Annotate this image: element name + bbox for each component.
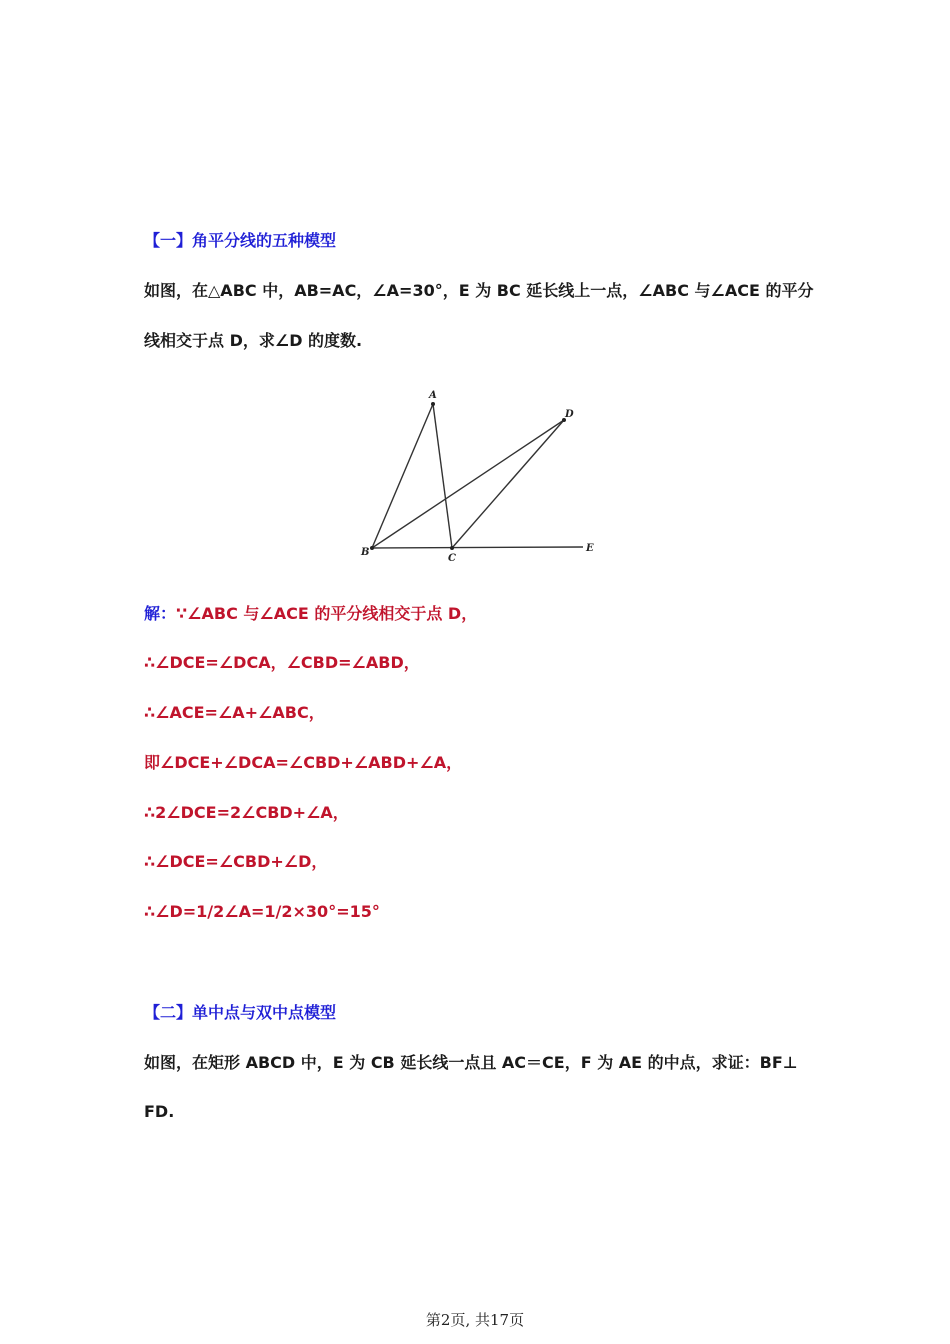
segment-be [372, 547, 583, 548]
point-c [450, 546, 454, 550]
label-d: D [565, 409, 574, 420]
point-a [431, 402, 435, 406]
solution-line-1 [144, 604, 477, 624]
point-b [370, 546, 374, 550]
solution-line-7: ∴∠D=1/2∠A=1/2×30°=15° [144, 902, 380, 921]
page-number-footer: 第2页, 共17页 [425, 1311, 525, 1329]
section1-problem-line-2: 线相交于点 D，求∠D 的度数. [144, 331, 363, 350]
section1-heading: 【一】角平分线的五种模型 [144, 231, 337, 250]
solution-line-4: 即∠DCE+∠DCA=∠CBD+∠ABD+∠A， [144, 753, 463, 772]
solution-label: 解： [144, 604, 177, 623]
label-c: C [448, 553, 456, 564]
solution-line-3: ∴∠ACE=∠A+∠ABC， [144, 703, 325, 722]
solution-first-line: ∵∠ABC 与∠ACE 的平分线相交于点 D， [176, 604, 478, 623]
segment-ab [372, 404, 433, 548]
segment-ac [433, 404, 452, 548]
section2-problem-line-1: 如图，在矩形 ABCD 中，E 为 CB 延长线一点且 AC＝CE，F 为 AE 的中点，求证：BF⊥ [144, 1053, 798, 1072]
label-b: B [361, 547, 370, 558]
section2-heading: 【二】单中点与双中点模型 [144, 1003, 337, 1022]
section1-problem-line-1: 如图，在△ABC 中，AB=AC，∠A=30°，E 为 BC 延长线上一点，∠ABC 与∠ACE 的平分 [144, 281, 814, 300]
section2-problem-line-2: FD. [144, 1102, 175, 1121]
label-a: A [429, 390, 437, 401]
solution-line-6: ∴∠DCE=∠CBD+∠D， [144, 852, 328, 871]
solution-line-2: ∴∠DCE=∠DCA，∠CBD=∠ABD， [144, 653, 420, 672]
solution-line-5: ∴2∠DCE=2∠CBD+∠A， [144, 803, 349, 822]
triangle-figure [355, 383, 605, 568]
label-e: E [586, 543, 594, 554]
triangle-diagram [355, 383, 605, 568]
